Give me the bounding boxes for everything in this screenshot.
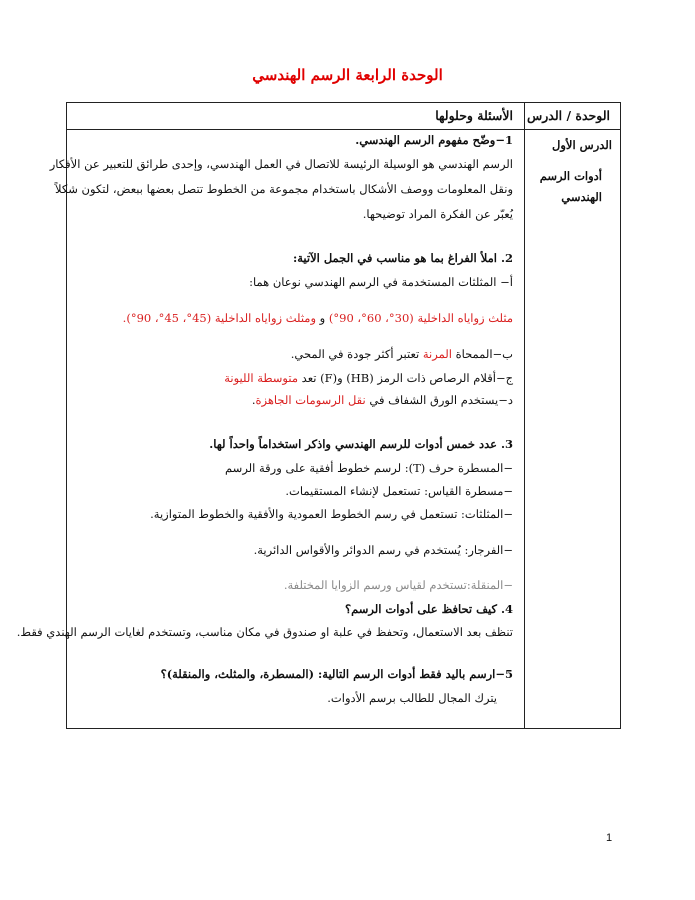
q2-c <box>224 371 513 385</box>
q2-d <box>252 393 513 407</box>
q3-item-2: −مسطرة القياس: تستعمل لإنشاء المستقيمات. <box>285 484 513 498</box>
q3-item-1: −المسطرة حرف (T): لرسم خطوط أفقية على ورقة الرسم <box>225 461 513 475</box>
q3-item-3: −المثلثات: تستعمل في رسم الخطوط العمودية والأفقية والخطوط المتوازية. <box>150 507 513 521</box>
q2-a-answer-2: ومثلث زواياه الداخلية (45°، 45°، 90°). <box>122 311 316 325</box>
lesson-topic-line1: أدوات الرسم <box>539 169 602 183</box>
q4-answer: تنظف بعد الاستعمال، وتحفظ في علبة او صندوق في مكان مناسب، وتستخدم لغايات الرسم الهندي فقط. <box>16 625 513 639</box>
lesson-topic-line2: الهندسي <box>561 190 602 204</box>
lesson-name: الدرس الأول <box>552 138 612 152</box>
lesson-cell <box>524 135 620 208</box>
q1-answer-line1: الرسم الهندسي هو الوسيلة الرئيسة للاتصال في العمل الهندسي، وإحدى طرائق للتعبير عن الأفكار <box>49 157 513 171</box>
q2-b-answer: المرنة <box>422 347 452 361</box>
q2-c-answer: متوسطة الليونة <box>224 371 298 385</box>
header-unit-lesson: الوحدة / الدرس <box>527 108 610 123</box>
table-header-row <box>67 103 620 130</box>
q1-title: 1−وضّح مفهوم الرسم الهندسي. <box>355 133 513 147</box>
q5-answer: يترك المجال للطالب برسم الأدوات. <box>327 691 497 705</box>
q3-title: 3. عدد خمس أدوات للرسم الهندسي واذكر استخداماً واحداً لها. <box>209 437 513 451</box>
lesson-table <box>16 102 621 729</box>
q4-title: 4. كيف تحافظ على أدوات الرسم؟ <box>344 602 513 616</box>
document-title: الوحدة الرابعة الرسم الهندسي <box>252 66 443 84</box>
q2-b <box>291 347 513 361</box>
q2-a: أ− المثلثات المستخدمة في الرسم الهندسي نوعان هما: <box>249 275 513 289</box>
q2-d-end: . <box>251 393 256 407</box>
header-questions: الأسئلة وحلولها <box>435 108 513 123</box>
q2-a-answer-1: مثلث زواياه الداخلية (30°، 60°، 90°) <box>328 311 513 325</box>
page-number: 1 <box>606 832 613 844</box>
q2-b-rest: تعتبر أكثر جودة في المحي. <box>290 347 423 361</box>
q1-answer-line3: يُعبّر عن الفكرة المراد توضيحها. <box>362 207 513 221</box>
q2-d-text: د−يستخدم الورق الشفاف في <box>365 393 513 407</box>
q2-b-text: ب−الممحاة <box>451 347 513 361</box>
q5-title: 5−ارسم باليد فقط أدوات الرسم التالية: (المسطرة، والمثلث، والمنقلة)؟ <box>160 667 513 681</box>
q2-a-and: و <box>316 311 329 325</box>
q2-title: 2. املأ الفراغ بما هو مناسب في الجمل الآتية: <box>292 251 513 265</box>
q2-d-answer: نقل الرسومات الجاهزة <box>255 393 366 407</box>
q1-answer-line2: ونقل المعلومات ووصف الأشكال باستخدام مجموعة من الخطوط تتصل بعضها ببعض، لتكون شكلاً <box>55 182 513 196</box>
q3-item-4: −الفرجار: يُستخدم في رسم الدوائر والأقواس الدائرية. <box>253 543 513 557</box>
q3-item-5: −المنقلة:تستخدم لقياس ورسم الزوايا المختلفة. <box>283 578 513 592</box>
q2-c-text: ج−أقلام الرصاص ذات الرمز (HB) و(F) تعد <box>298 371 513 385</box>
q2-a-answer <box>123 311 513 325</box>
